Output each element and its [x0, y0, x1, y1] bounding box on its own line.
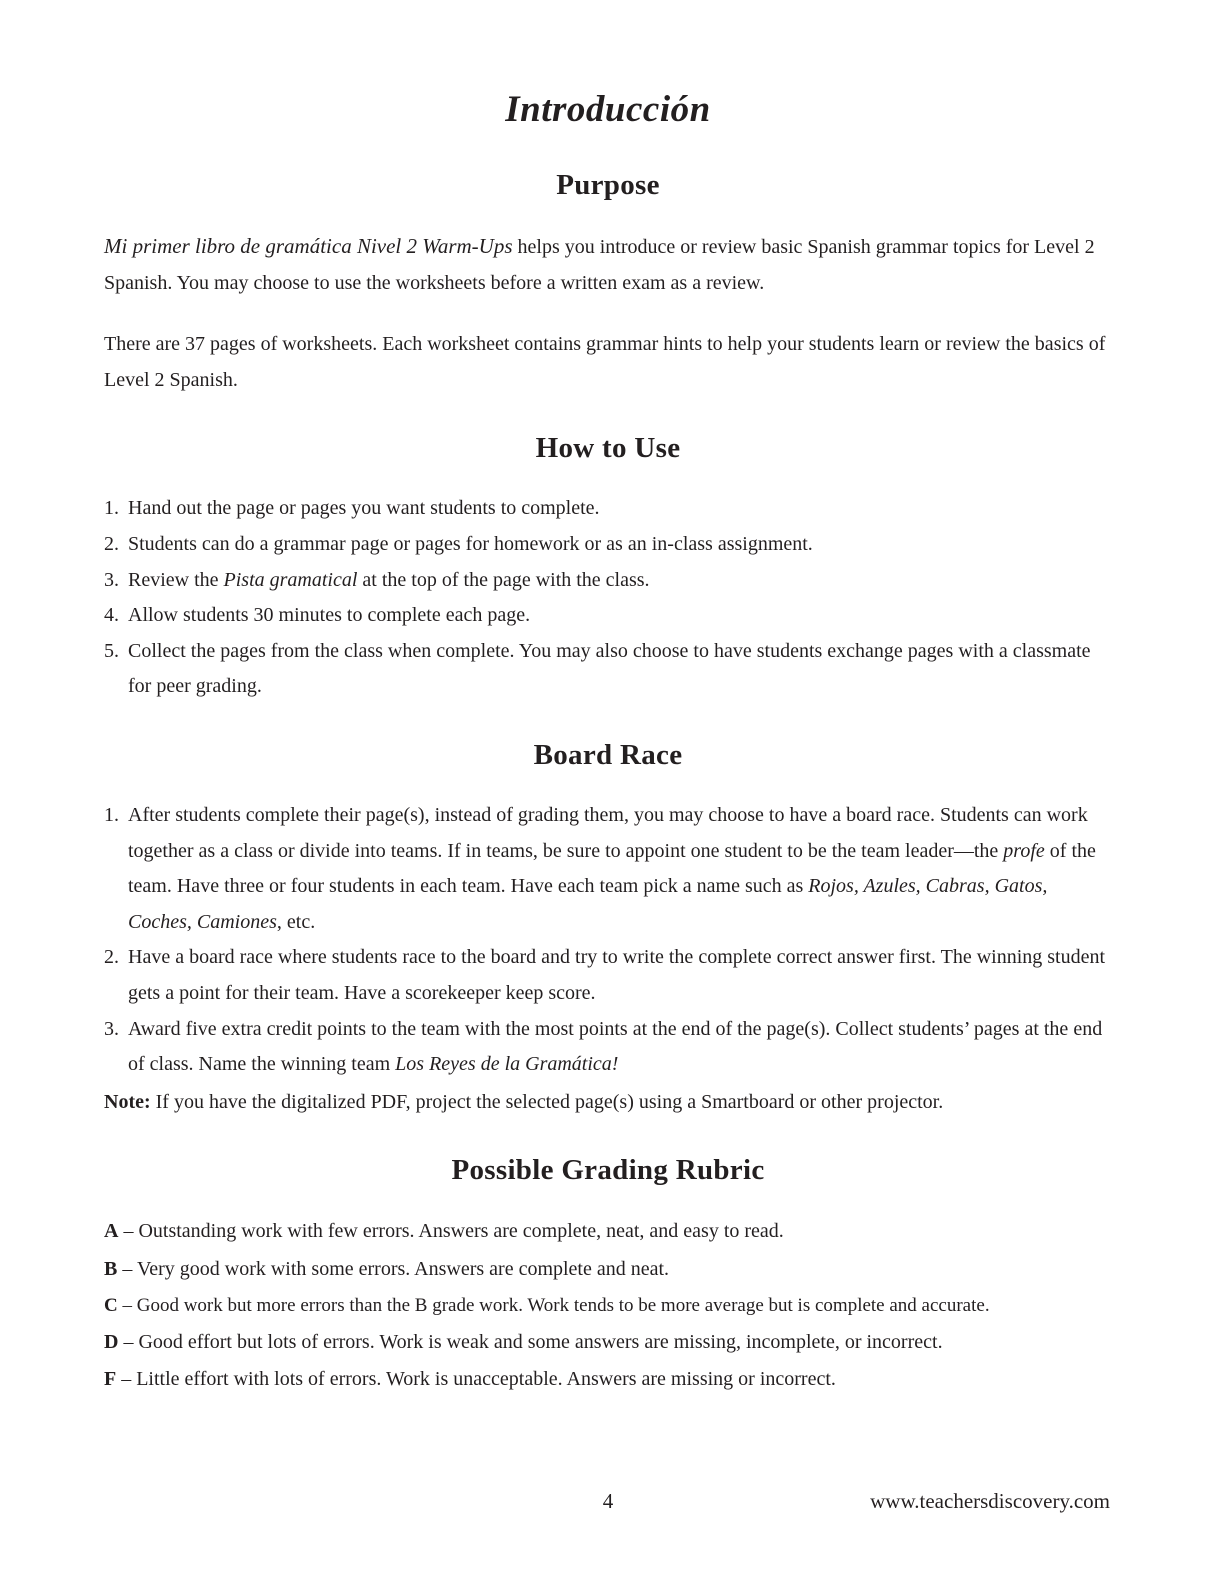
list-item-text	[128, 634, 1112, 705]
list-item-text-segment: Collect the pages from the class when complete. You may also choose to have students exchange pages with a classmate for peer grading.	[128, 639, 1091, 698]
purpose-paragraph-2: There are 37 pages of worksheets. Each worksheet contains grammar hints to help your students learn or review the basics of Level 2 Spanish.	[104, 333, 1106, 391]
italic-phrase: Pista gramatical	[223, 568, 358, 591]
rubric-text: – Very good work with some errors. Answers are complete and neat.	[117, 1257, 670, 1280]
note-text: If you have the digitalized PDF, project the selected page(s) using a Smartboard or other projector.	[150, 1090, 944, 1113]
rubric-letter: F	[104, 1367, 117, 1390]
rubric-text: – Little effort with lots of errors. Work is unacceptable. Answers are missing or incorrect.	[116, 1367, 836, 1390]
rubric-text: – Good effort but lots of errors. Work is weak and some answers are missing, incomplete, or incorrect.	[118, 1330, 943, 1353]
grading-rubric-heading: Possible Grading Rubric	[451, 1154, 765, 1187]
purpose-paragraph-1	[104, 228, 1112, 301]
list-item-number: 3.	[104, 568, 119, 591]
note-paragraph	[104, 1085, 1112, 1121]
list-item-number: 2.	[104, 532, 119, 555]
list-item	[104, 491, 1112, 527]
list-item-text	[128, 1012, 1112, 1083]
list-item-text-segment: Award five extra credit points to the team with the most points at the end of the page(s). Collect students’ pages at the end of class. Name the winning team	[128, 1017, 1103, 1076]
rubric-item	[104, 1288, 1112, 1324]
list-item-text	[128, 491, 1112, 527]
book-title-italic: Mi primer libro de gramática Nivel 2 Warm-Ups	[104, 234, 513, 258]
rubric-letter: B	[104, 1257, 118, 1280]
list-item-number: 5.	[104, 639, 119, 662]
list-item-number: 2.	[104, 946, 119, 969]
page-content	[104, 88, 1112, 1489]
rubric-text: – Outstanding work with few errors. Answers are complete, neat, and easy to read.	[118, 1220, 784, 1243]
purpose-heading: Purpose	[556, 169, 660, 201]
list-item-text	[128, 563, 1112, 599]
rubric-item	[104, 1251, 1112, 1288]
purpose-paragraph-1-text: helps you introduce or review basic Spanish grammar topics for Level 2 Spanish. You may choose to use the worksheets before a written exam as a review.	[104, 236, 1095, 294]
page-footer	[104, 1489, 1112, 1523]
page-number: 4	[602, 1489, 614, 1513]
list-item-text-segment: at the top of the page with the class.	[357, 568, 650, 591]
rubric-item	[104, 1213, 1112, 1250]
list-item	[104, 940, 1112, 1011]
footer-url: www.teachersdiscovery.com	[870, 1489, 1110, 1513]
italic-phrase: Rojos, Azules, Cabras, Gatos, Coches, Camiones	[128, 875, 1048, 933]
list-item-text-segment: , etc.	[276, 910, 316, 933]
list-item-text	[128, 798, 1112, 940]
list-item-text	[128, 598, 1112, 634]
how-to-use-heading: How to Use	[535, 432, 681, 465]
list-item	[104, 563, 1112, 599]
rubric-letter: A	[104, 1220, 119, 1243]
list-item-text-segment: Allow students 30 minutes to complete each page.	[128, 604, 531, 627]
board-race-list	[104, 798, 1112, 1083]
list-item-number: 4.	[104, 604, 119, 627]
italic-phrase: profe	[1003, 839, 1045, 862]
list-item-text	[128, 527, 1112, 563]
list-item	[104, 634, 1112, 705]
grading-rubric-list	[104, 1213, 1112, 1398]
list-item	[104, 1012, 1112, 1083]
list-item-text-segment: Students can do a grammar page or pages for homework or as an in-class assignment.	[128, 532, 813, 555]
list-item-number: 1.	[104, 497, 119, 520]
list-item	[104, 598, 1112, 634]
note-label: Note:	[104, 1090, 151, 1113]
list-item-text-segment: Hand out the page or pages you want students to complete.	[128, 497, 600, 520]
rubric-letter: C	[104, 1295, 118, 1317]
board-race-heading: Board Race	[533, 738, 683, 771]
list-item-text-segment: of the team. Have three or four students in each team. Have each team pick a name such as	[128, 839, 1096, 898]
how-to-use-list	[104, 491, 1112, 705]
page-title: Introducción	[505, 89, 711, 130]
rubric-item	[104, 1324, 1112, 1361]
rubric-item	[104, 1361, 1112, 1398]
rubric-letter: D	[104, 1330, 119, 1353]
list-item-number: 1.	[104, 803, 119, 826]
list-item-number: 3.	[104, 1017, 119, 1040]
rubric-text: – Good work but more errors than the B grade work. Work tends to be more average but is complete and accurate.	[117, 1295, 990, 1317]
list-item-text-segment: After students complete their page(s), instead of grading them, you may choose to have a board race. Students can work together as a class or divide into teams. If in teams, be sure to appoint one student to be the team leader—the	[128, 803, 1088, 862]
italic-phrase: Los Reyes de la Gramática!	[395, 1053, 619, 1076]
list-item-text-segment: Review the	[128, 568, 224, 591]
list-item	[104, 798, 1112, 940]
list-item	[104, 527, 1112, 563]
list-item-text: Have a board race where students race to the board and try to write the complete correct answer first. The winning student gets a point for their team. Have a scorekeeper keep score.	[128, 946, 1106, 1004]
